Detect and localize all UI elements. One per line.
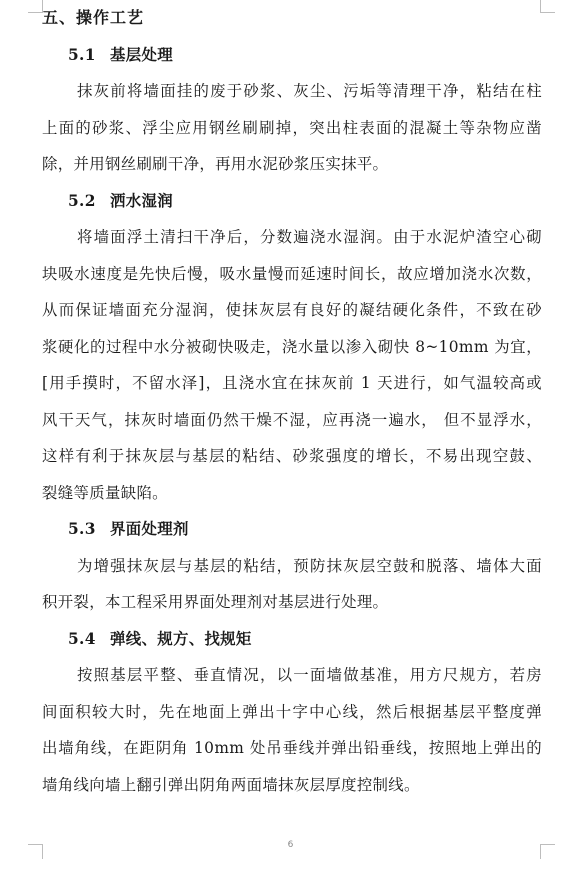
paragraph-line: 为增强抹灰层与基层的粘结，预防抹灰层空鼓和脱落、墙体大面 [77, 556, 542, 575]
heading-number: 5.1 [68, 45, 96, 64]
paragraph-line: 积开裂，本工程采用界面处理剂对基层进行处理。 [42, 593, 389, 611]
paragraph-line: 裂缝等质量缺陷。 [42, 483, 168, 502]
heading-number: 5.2 [68, 191, 96, 210]
paragraph-line: 将墙面浮土清扫干净后，分数遍浇水湿润。由于水泥炉渣空心砌 [77, 228, 542, 246]
paragraph-line: 墙角线向墙上翻引弹出阴角两面墙抹灰层厚度控制线。 [42, 775, 420, 794]
heading-5-3 [42, 511, 542, 548]
heading-5-4 [42, 621, 542, 658]
heading-text: 基层处理 [110, 45, 173, 64]
paragraph-line: 从而保证墙面充分湿润，使抹灰层有良好的凝结硬化条件，不致在砂 [42, 301, 542, 319]
heading-number: 5.3 [68, 520, 96, 538]
section-title: 五、操作工艺 [42, 8, 145, 27]
paragraph-line: 这样有利于抹灰层与基层的粘结、砂浆强度的增长，不易出现空鼓、 [42, 447, 542, 465]
heading-text: 洒水湿润 [110, 191, 173, 210]
paragraph-line: 间面积较大时，先在地面上弹出十字中心线，然后根据基层平整度弹 [42, 702, 542, 721]
paragraph-line: 除，并用钢丝刷刷干净，再用水泥砂浆压实抹平。 [42, 155, 389, 173]
paragraph-line: 出墙角线，在距阴角 10mm 处吊垂线并弹出铅垂线，按照地上弹出的 [42, 739, 542, 757]
paragraph-line: 按照基层平整、垂直情况，以一面墙做基准，用方尺规方，若房 [77, 666, 542, 684]
heading-text: 界面处理剂 [110, 520, 189, 538]
heading-5-2 [42, 183, 542, 220]
heading-5-1 [42, 37, 542, 74]
document-body [42, 0, 542, 803]
page-number: 6 [287, 840, 294, 850]
heading-text: 弹线、规方、找规矩 [110, 629, 252, 648]
heading-number: 5.4 [68, 629, 96, 648]
crop-mark-top-left [28, 0, 43, 13]
paragraph-line: 块吸水速度是先快后慢，吸水量慢而延速时间长，故应增加浇水次数， [42, 264, 542, 283]
paragraph-line: [用手摸时，不留水泽]，且浇水宜在抹灰前 1 天进行，如气温较高或 [42, 374, 542, 392]
paragraph-line: 抹灰前将墙面挂的废于砂浆、灰尘、污垢等清理干净，粘结在柱 [77, 82, 542, 100]
paragraph-line: 上面的砂浆、浮尘应用钢丝刷刷掉，突出柱表面的混凝土等杂物应凿 [42, 118, 542, 137]
paragraph-line: 浆硬化的过程中水分被砌快吸走，浇水量以渗入砌快 8~10mm 为宜， [42, 337, 542, 356]
paragraph-line: 风干天气，抹灰时墙面仍然干燥不湿，应再浇一遍水， 但不显浮水， [42, 410, 542, 429]
crop-mark-top-right [540, 0, 555, 13]
